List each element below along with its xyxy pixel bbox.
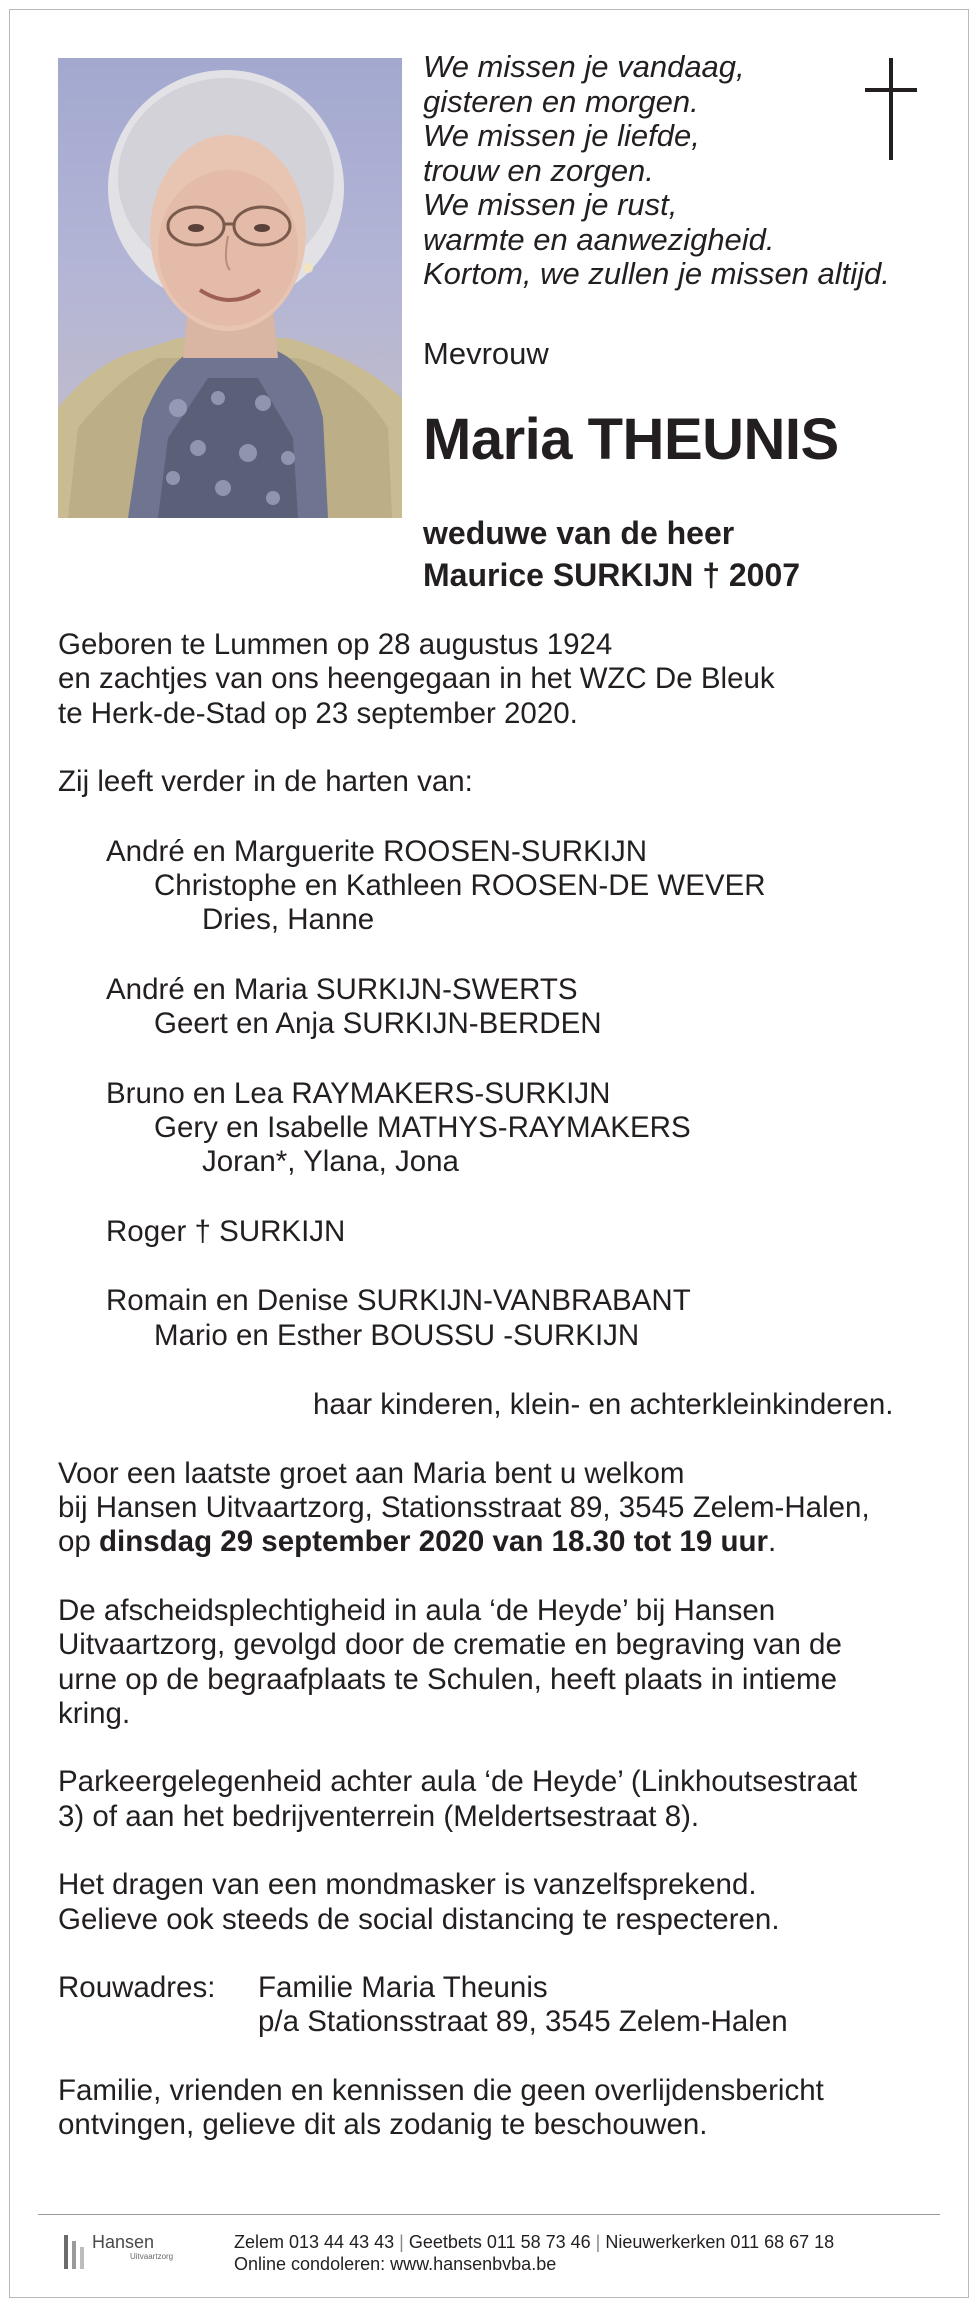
notice-line: Familie, vrienden en kennissen die geen overlijdensbericht bbox=[58, 2073, 824, 2107]
family-member: Roger † SURKIJN bbox=[106, 1214, 346, 1248]
widow-line: Maurice SURKIJN † 2007 bbox=[423, 557, 801, 593]
online-condolence-link[interactable]: Online condoleren: www.hansenbvba.be bbox=[234, 2254, 557, 2274]
notice-line: ontvingen, gelieve dit als zodanig te beschouwen. bbox=[58, 2108, 708, 2142]
cross-icon bbox=[862, 58, 922, 160]
contact-info bbox=[234, 2231, 834, 2275]
poem-line: trouw en zorgen. bbox=[423, 152, 654, 188]
birth-line: en zachtjes van ons heengegaan in het WZC De Bleuk bbox=[58, 662, 775, 696]
family-closing: haar kinderen, klein- en achterkleinkinderen. bbox=[313, 1388, 894, 1422]
logo-subtitle: Uitvaartzorg bbox=[130, 2252, 174, 2261]
birth-line: Geboren te Lummen op 28 augustus 1924 bbox=[58, 628, 613, 661]
address-line: p/a Stationsstraat 89, 3545 Zelem-Halen bbox=[258, 2005, 788, 2039]
lives-on-line: Zij leeft verder in de harten van: bbox=[58, 765, 473, 799]
parking-line: 3) of aan het bedrijventerrein (Meldertsestraat 8). bbox=[58, 1799, 700, 1833]
poem-line: warmte en aanwezigheid. bbox=[423, 221, 775, 257]
widow-line: weduwe van de heer bbox=[423, 515, 735, 551]
visit-datetime: dinsdag 29 september 2020 van 18.30 tot 19 uur bbox=[99, 1525, 768, 1559]
widow-statement bbox=[423, 512, 800, 596]
family-member: Geert en Anja SURKIJN-BERDEN bbox=[154, 1007, 602, 1041]
farewell-line: Uitvaartzorg, gevolgd door de crematie en begraving van de bbox=[58, 1628, 842, 1662]
phone-zelem: Zelem 013 44 43 43 bbox=[234, 2232, 395, 2252]
birth-line: te Herk-de-Stad op 23 september 2020. bbox=[58, 696, 578, 730]
phone-nieuwerkerken: Nieuwerkerken 011 68 67 18 bbox=[605, 2232, 835, 2252]
family-member: Romain en Denise SURKIJN-VANBRABANT bbox=[106, 1284, 691, 1318]
poem-line: We missen je vandaag, bbox=[423, 49, 745, 84]
deceased-name: Maria THEUNIS bbox=[423, 407, 839, 472]
family-member: Dries, Hanne bbox=[202, 903, 375, 937]
family-member: André en Marguerite ROOSEN-SURKIJN bbox=[106, 834, 648, 868]
visit-line: op dinsdag 29 september 2020 van 18.30 tot 19 uur. bbox=[58, 1525, 777, 1559]
mask-line: Gelieve ook steeds de social distancing te respecteren. bbox=[58, 1902, 780, 1936]
address-line bbox=[58, 1971, 928, 2005]
farewell-line: kring. bbox=[58, 1696, 131, 1730]
family-member: Gery en Isabelle MATHYS-RAYMAKERS bbox=[154, 1111, 691, 1145]
poem-line: gisteren en morgen. bbox=[423, 83, 699, 119]
mask-line: Het dragen van een mondmasker is vanzelfsprekend. bbox=[58, 1868, 757, 1902]
visit-line: Voor een laatste groet aan Maria bent u welkom bbox=[58, 1456, 685, 1490]
logo-name: Hansen bbox=[92, 2232, 155, 2252]
visit-line: bij Hansen Uitvaartzorg, Stationsstraat 89, 3545 Zelem-Halen, bbox=[58, 1490, 870, 1524]
memorial-poem bbox=[423, 49, 890, 292]
farewell-line: De afscheidsplechtigheid in aula ‘de Heyde’ bij Hansen bbox=[58, 1593, 776, 1627]
family-member: Mario en Esther BOUSSU -SURKIJN bbox=[154, 1318, 640, 1352]
address-value: Familie Maria Theunis bbox=[258, 1970, 548, 2004]
portrait-photo bbox=[58, 58, 402, 518]
parking-line: Parkeergelegenheid achter aula ‘de Heyde’ (Linkhoutsestraat bbox=[58, 1765, 858, 1799]
family-member: Christophe en Kathleen ROOSEN-DE WEVER bbox=[154, 869, 766, 903]
family-member: André en Maria SURKIJN-SWERTS bbox=[106, 972, 578, 1006]
poem-line: Kortom, we zullen je missen altijd. bbox=[423, 256, 890, 291]
family-member: Joran*, Ylana, Jona bbox=[202, 1145, 459, 1179]
farewell-line: urne op de begraafplaats te Schulen, heeft plaats in intieme bbox=[58, 1662, 837, 1696]
address-label: Rouwadres: bbox=[58, 1970, 216, 2004]
phone-numbers: Zelem 013 44 43 43 | Geetbets 011 58 73 46 | Nieuwerkerken 011 68 67 18 bbox=[234, 2232, 835, 2252]
poem-line: We missen je rust, bbox=[423, 187, 678, 222]
obituary-body bbox=[58, 628, 928, 2143]
family-member: Bruno en Lea RAYMAKERS-SURKIJN bbox=[106, 1076, 611, 1110]
footer-divider bbox=[38, 2214, 940, 2215]
honorific: Mevrouw bbox=[423, 336, 549, 371]
poem-line: We missen je liefde, bbox=[423, 118, 700, 153]
phone-geetbets: Geetbets 011 58 73 46 bbox=[408, 2232, 591, 2252]
